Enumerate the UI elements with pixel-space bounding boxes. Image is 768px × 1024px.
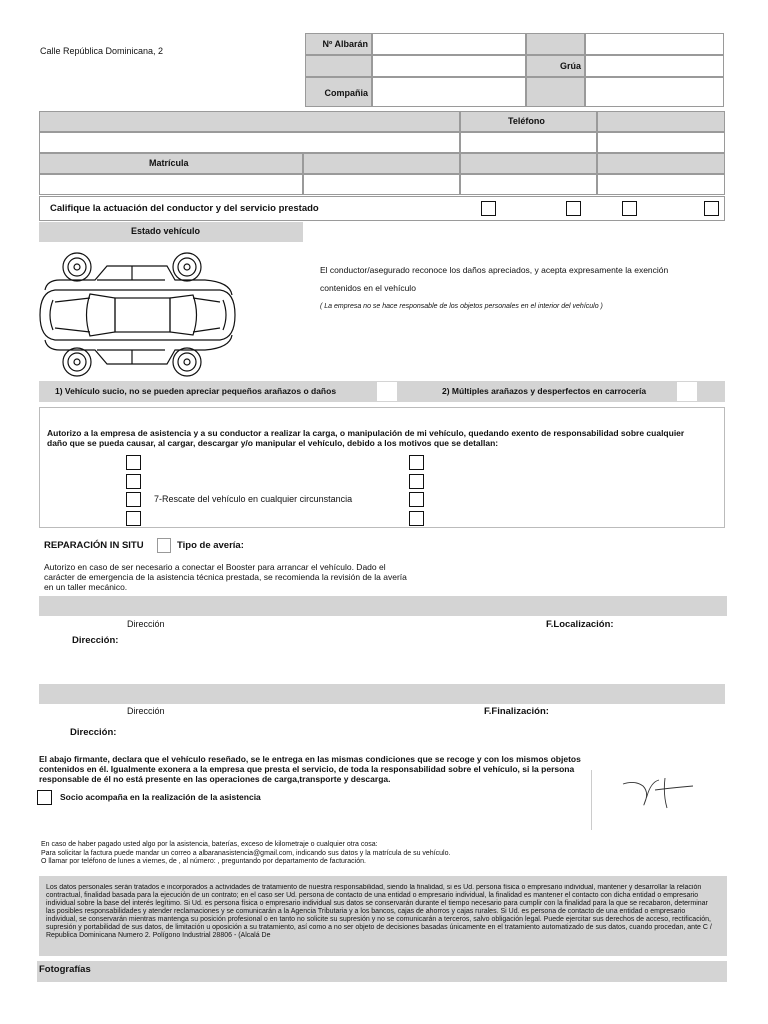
damage-option-2-box[interactable]: [677, 382, 697, 401]
telefono-value[interactable]: [460, 132, 597, 153]
rating-checkbox-1[interactable]: [481, 201, 496, 216]
telefono-label: Teléfono: [508, 116, 545, 126]
rating-checkbox-3[interactable]: [622, 201, 637, 216]
reason-checkbox-5[interactable]: [409, 455, 424, 470]
finalization-direccion-header: Dirección: [127, 706, 165, 716]
albaran-label-cell: [305, 33, 372, 55]
header-value-3[interactable]: [585, 77, 724, 107]
company-address: Calle República Dominicana, 2: [40, 46, 164, 56]
reason-checkbox-7[interactable]: [409, 492, 424, 507]
location-bar: [39, 596, 727, 616]
albaran-label: Nº Albarán: [322, 39, 368, 49]
reason-checkbox-4[interactable]: [126, 511, 141, 526]
f-finalizacion-label: F.Finalización:: [484, 706, 549, 717]
header-value-2[interactable]: [372, 55, 526, 77]
reason-7-label: 7-Rescate del vehículo en cualquier circunstancia: [154, 494, 353, 504]
car-damage-diagram[interactable]: [35, 250, 240, 380]
repair-checkbox[interactable]: [157, 538, 171, 553]
damage-option-1-label: 1) Vehículo sucio, no se pueden apreciar pequeños arañazos o daños: [55, 386, 337, 396]
billing-line3: O llamar por teléfono de lunes a viernes, de , al número: , preguntando por departamento de facturación.: [41, 858, 366, 865]
photos-bar: [37, 961, 727, 982]
matricula-label-cell: [39, 153, 303, 174]
grua-label-cell: [526, 55, 585, 77]
client-value-3[interactable]: [303, 174, 460, 195]
grua-label: Grúa: [559, 61, 581, 71]
repair-text: Autorizo en caso de ser necesario a conectar el Booster para arrancar el vehículo. Dado el carácter de emergencia de la asistencia técnica prestada, se recomienda la revisión de la avería en un taller mecánico.: [44, 562, 407, 592]
declaration-text: El abajo firmante, declara que el vehículo reseñado, se le entrega en las mismas condiciones que se recoge y con los mismos objetos contenidos en él. Igualmente exonera a la empresa que presta el servicio, de toda la responsabilidad sobre el vehículo, si la persona responsable de él no está presente en las operaciones de carga,transporte y descarga.: [39, 754, 581, 784]
vehicle-disclaimer: ( La empresa no se hace responsable de los objetos personales en el interior del vehículo ): [320, 303, 603, 310]
reason-checkbox-2[interactable]: [126, 474, 141, 489]
partner-checkbox[interactable]: [37, 790, 52, 805]
header-gray-cell-2: [305, 55, 372, 77]
telefono-label-cell: [460, 111, 597, 132]
partner-label: Socio acompaña en la realización de la asistencia: [60, 792, 261, 802]
damage-option-2-label: 2) Múltiples arañazos y desperfectos en carrocería: [442, 386, 647, 396]
client-header-cell-3: [303, 153, 460, 174]
wheel-top-left-icon: [63, 253, 91, 281]
repair-title: REPARACIÓN IN SITU: [44, 540, 144, 551]
billing-line1: En caso de haber pagado usted algo por la asistencia, baterías, exceso de kilometraje o cualquier otra cosa:: [41, 841, 378, 848]
vehicle-state-header: [39, 222, 303, 242]
compania-value[interactable]: [372, 77, 526, 107]
client-name-value[interactable]: [39, 132, 460, 153]
rating-label: Califique la actuación del conductor y del servicio prestado: [50, 203, 319, 214]
header-gray-cell-1: [526, 33, 585, 55]
authorization-box: [39, 407, 725, 528]
fault-type-label: Tipo de avería:: [177, 540, 244, 551]
client-header-cell-4: [460, 153, 597, 174]
wheel-bottom-left-icon: [63, 348, 91, 376]
wheel-top-right-icon: [173, 253, 201, 281]
compania-label: Compañia: [324, 88, 368, 98]
photos-label: Fotografías: [39, 964, 91, 975]
matricula-label: Matrícula: [149, 158, 189, 168]
client-header-cell-2: [597, 111, 725, 132]
authorization-text: Autorizo a la empresa de asistencia y a su conductor a realizar la carga, o manipulación de mi vehículo, quedando exento de responsabilidad sobre cualquier daño que se pueda causar, al cargar, descargar y/o manipular el vehículo, debido a los motivos que se detallan:: [47, 428, 685, 448]
privacy-text: Los datos personales serán tratados e incorporados a actividades de tratamiento de nuestra responsabilidad, siendo la finalidad, si es Ud. persona física o empresario individual, mantener y desarrollar la relación contractual, finalidad basada para la ejecución de un contrato; en el caso ser Ud. persona de contacto de una entidad o empresario individual, la finalidad es mantener el contacto con dicha entidad o empresario individual sobre la base del interés legítimo. Si Ud. es persona física o empresario individual sus datos se conservarán durante el tiempo necesario para cumplir con la finalidad para la que se recabaron, determinar las posibles responsabilidades y atender reclamaciones y se comunicarán a la Agencia Tributaria y a los bancos, cajas de ahorros y cajas rurales. Si Ud. es persona de contacto de una entidad o empresario individual, se conservarán mientras mantenga su posición profesional o en tanto no solicite su supresión y no se comunicarán a terceros, salvo obligación legal. Puede ejercitar sus derechos de acceso, rectificación, supresión y portabilidad de sus datos, de limitación u oposición a su tratamiento, así como a no ser objeto de decisiones basadas únicamente en el tratamiento automatizado de sus datos, cuando procedan, ante C / Republica Dominicana Numero 2. Polígono Industrial 28806 - (Alcalá De: [46, 884, 712, 939]
albaran-value[interactable]: [372, 33, 526, 55]
client-value-5[interactable]: [597, 174, 725, 195]
reason-checkbox-1[interactable]: [126, 455, 141, 470]
location-direccion-header: Dirección: [127, 619, 165, 629]
wheel-bottom-right-icon: [173, 348, 201, 376]
signature-icon: [615, 772, 705, 812]
vehicle-state-title: Estado vehículo: [131, 226, 201, 236]
matricula-value[interactable]: [39, 174, 303, 195]
rating-checkbox-4[interactable]: [704, 201, 719, 216]
header-value-1[interactable]: [585, 33, 724, 55]
vehicle-ack-line2: contenidos en el vehículo: [320, 283, 416, 293]
reason-checkbox-6[interactable]: [409, 474, 424, 489]
client-header-cell-5: [597, 153, 725, 174]
billing-line2: Para solicitar la factura puede mandar un correo a albaranasistencia@gmail.com, indicando sus datos y la matrícula de su vehículo.: [41, 850, 451, 857]
grua-value[interactable]: [585, 55, 724, 77]
f-localizacion-label: F.Localización:: [546, 619, 614, 630]
finalization-bar: [39, 684, 725, 704]
finalization-direccion-label: Dirección:: [70, 727, 117, 738]
client-value-2[interactable]: [597, 132, 725, 153]
vehicle-ack-line1: El conductor/asegurado reconoce los daños apreciados, y acepta expresamente la exención: [320, 265, 669, 275]
client-header-cell: [39, 111, 460, 132]
location-direccion-label: Dirección:: [72, 635, 119, 646]
reason-checkbox-3[interactable]: [126, 492, 141, 507]
compania-label-cell: [305, 77, 372, 107]
header-gray-cell-3: [526, 77, 585, 107]
reason-checkbox-8[interactable]: [409, 511, 424, 526]
rating-checkbox-2[interactable]: [566, 201, 581, 216]
client-value-4[interactable]: [460, 174, 597, 195]
damage-option-1-box[interactable]: [377, 382, 397, 401]
